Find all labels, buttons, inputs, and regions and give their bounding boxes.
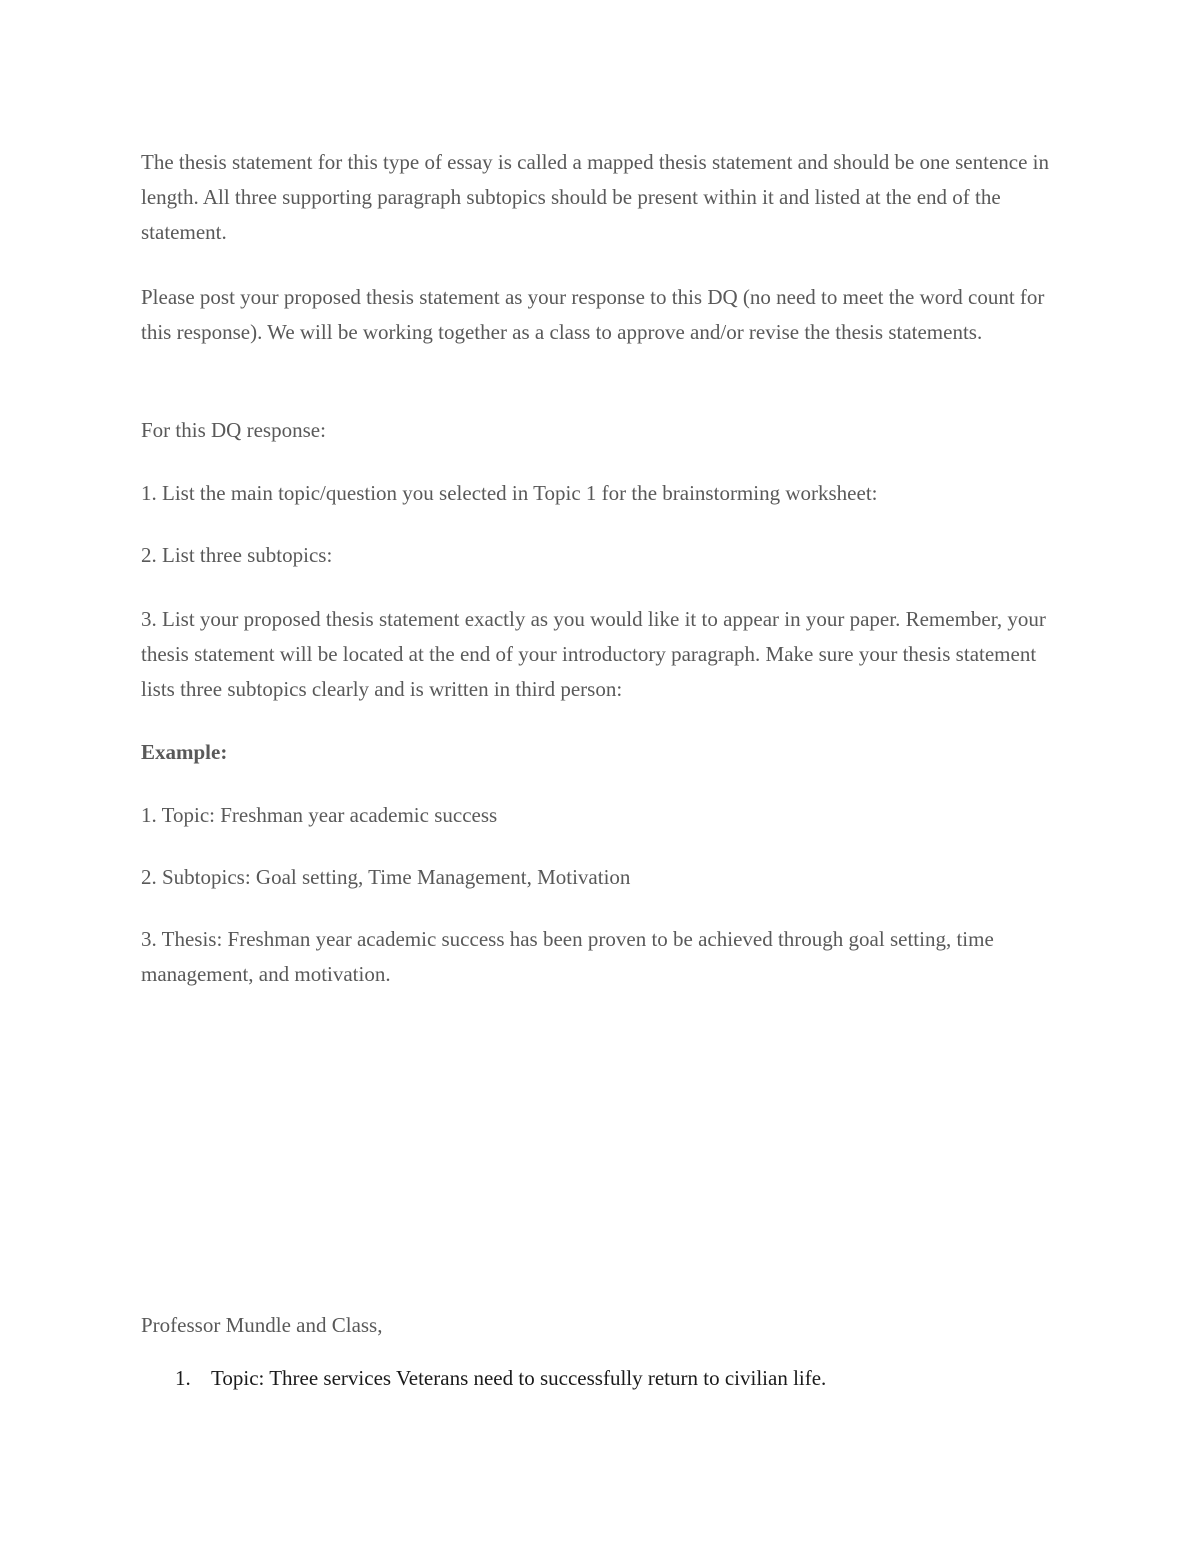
- response-salutation: Professor Mundle and Class,: [141, 1313, 383, 1337]
- list-item-number: 1.: [175, 1366, 191, 1390]
- instruction-step-2: 2. List three subtopics:: [141, 543, 333, 567]
- example-topic: 1. Topic: Freshman year academic success: [141, 803, 498, 827]
- example-thesis: 3. Thesis: Freshman year academic success has been proven to be achieved through goal setting, time management, and motivation.: [141, 927, 994, 986]
- paragraph-mapped-thesis: The thesis statement for this type of essay is called a mapped thesis statement and should be one sentence in length. All three supporting paragraph subtopics should be present within it and listed at the end of the statement.: [141, 150, 1050, 244]
- response-list-item: [175, 1361, 826, 1396]
- example-subtopics: 2. Subtopics: Goal setting, Time Management, Motivation: [141, 865, 631, 889]
- list-item-text: Topic: Three services Veterans need to successfully return to civilian life.: [211, 1366, 827, 1390]
- instruction-step-1: 1. List the main topic/question you selected in Topic 1 for the brainstorming worksheet:: [141, 481, 878, 505]
- paragraph-post-instructions: Please post your proposed thesis statement as your response to this DQ (no need to meet the word count for this response). We will be working together as a class to approve and/or revise the thesis statements.: [141, 285, 1045, 344]
- instruction-step-3: 3. List your proposed thesis statement exactly as you would like it to appear in your paper. Remember, your thesis statement will be located at the end of your introductory paragraph. Make sure your thesis statement lists three subtopics clearly and is written in third person:: [141, 607, 1046, 701]
- paragraph-dq-response-intro: For this DQ response:: [141, 418, 326, 442]
- example-heading: Example:: [141, 740, 228, 764]
